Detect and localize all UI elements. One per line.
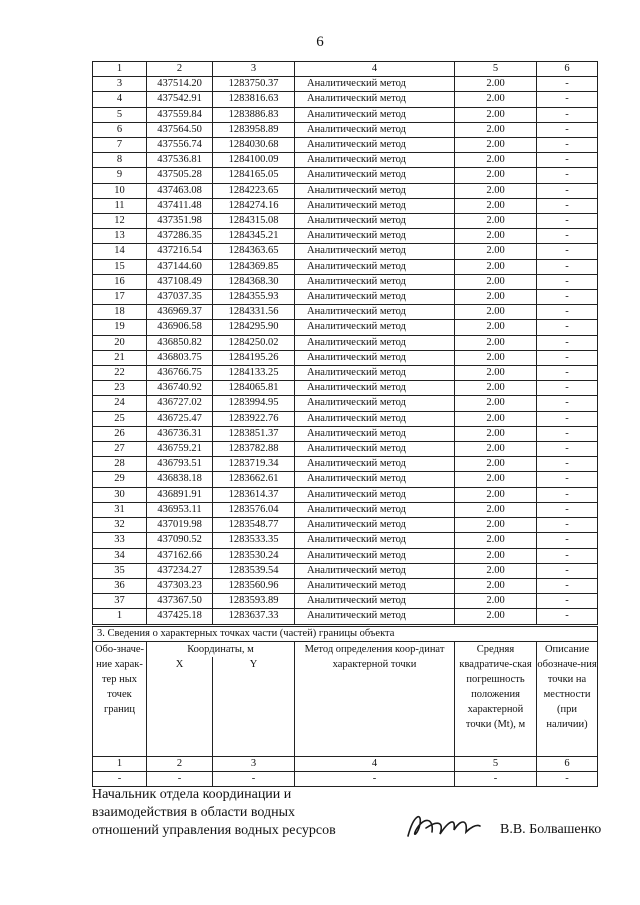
description-cell: - (537, 138, 598, 153)
y-coordinate-cell: 1283851.37 (213, 426, 295, 441)
method-cell: Аналитический метод (295, 290, 455, 305)
point-number-cell: 9 (93, 168, 147, 183)
method-cell: Аналитический метод (295, 563, 455, 578)
error-cell: 2.00 (455, 107, 537, 122)
x-coordinate-cell: 436725.47 (147, 411, 213, 426)
error-cell: 2.00 (455, 350, 537, 365)
error-cell: 2.00 (455, 457, 537, 472)
description-cell: - (537, 594, 598, 609)
method-cell: Аналитический метод (295, 138, 455, 153)
error-cell: 2.00 (455, 214, 537, 229)
header-cell-4: 4 (295, 62, 455, 77)
error-cell: 2.00 (455, 609, 537, 624)
method-cell: Аналитический метод (295, 426, 455, 441)
point-row (93, 122, 598, 137)
y-coordinate-cell: 1284368.30 (213, 274, 295, 289)
point-row (93, 168, 598, 183)
section3-empty-cell: - (213, 772, 295, 787)
point-row (93, 335, 598, 350)
x-coordinate-cell: 437037.35 (147, 290, 213, 305)
method-cell: Аналитический метод (295, 350, 455, 365)
error-cell: 2.00 (455, 122, 537, 137)
error-cell: 2.00 (455, 548, 537, 563)
method-cell: Аналитический метод (295, 457, 455, 472)
x-coordinate-cell: 437559.84 (147, 107, 213, 122)
x-coordinate-cell: 437090.52 (147, 533, 213, 548)
error-cell: 2.00 (455, 366, 537, 381)
method-cell: Аналитический метод (295, 518, 455, 533)
description-cell: - (537, 366, 598, 381)
error-cell: 2.00 (455, 153, 537, 168)
description-cell: - (537, 578, 598, 593)
error-cell: 2.00 (455, 77, 537, 92)
x-coordinate-cell: 437019.98 (147, 518, 213, 533)
y-coordinate-cell: 1284065.81 (213, 381, 295, 396)
y-coordinate-cell: 1283782.88 (213, 442, 295, 457)
method-cell: Аналитический метод (295, 274, 455, 289)
point-number-cell: 33 (93, 533, 147, 548)
method-cell: Аналитический метод (295, 381, 455, 396)
point-row (93, 259, 598, 274)
method-cell: Аналитический метод (295, 229, 455, 244)
point-number-cell: 25 (93, 411, 147, 426)
point-number-cell: 13 (93, 229, 147, 244)
x-coordinate-cell: 437162.66 (147, 548, 213, 563)
y-coordinate-cell: 1284331.56 (213, 305, 295, 320)
method-cell: Аналитический метод (295, 609, 455, 624)
col-x-header: X (147, 657, 213, 757)
x-coordinate-cell: 436759.21 (147, 442, 213, 457)
y-coordinate-cell: 1283539.54 (213, 563, 295, 578)
point-number-cell: 32 (93, 518, 147, 533)
description-cell: - (537, 381, 598, 396)
point-number-cell: 18 (93, 305, 147, 320)
point-row (93, 153, 598, 168)
x-coordinate-cell: 437286.35 (147, 229, 213, 244)
error-cell: 2.00 (455, 290, 537, 305)
y-coordinate-cell: 1284165.05 (213, 168, 295, 183)
method-cell: Аналитический метод (295, 548, 455, 563)
signer-name: В.В. Болвашенко (500, 822, 602, 837)
error-cell: 2.00 (455, 563, 537, 578)
y-coordinate-cell: 1283922.76 (213, 411, 295, 426)
x-coordinate-cell: 437542.91 (147, 92, 213, 107)
points-table-body (93, 77, 598, 624)
x-coordinate-cell: 437144.60 (147, 259, 213, 274)
point-row (93, 487, 598, 502)
y-coordinate-cell: 1283614.37 (213, 487, 295, 502)
error-cell: 2.00 (455, 381, 537, 396)
error-cell: 2.00 (455, 411, 537, 426)
y-coordinate-cell: 1283548.77 (213, 518, 295, 533)
description-cell: - (537, 563, 598, 578)
header-cell-1: 1 (93, 62, 147, 77)
section3-number-cell: 2 (147, 757, 213, 772)
section3-table (92, 626, 598, 787)
point-row (93, 305, 598, 320)
method-cell: Аналитический метод (295, 77, 455, 92)
point-number-cell: 31 (93, 502, 147, 517)
col-error-header: Средняя квадратиче-ская погрешность положения характерной точки (Mt), м (455, 642, 537, 757)
point-row (93, 457, 598, 472)
point-row (93, 320, 598, 335)
point-number-cell: 30 (93, 487, 147, 502)
x-coordinate-cell: 437425.18 (147, 609, 213, 624)
x-coordinate-cell: 437556.74 (147, 138, 213, 153)
error-cell: 2.00 (455, 396, 537, 411)
error-cell: 2.00 (455, 183, 537, 198)
description-cell: - (537, 153, 598, 168)
point-number-cell: 10 (93, 183, 147, 198)
description-cell: - (537, 122, 598, 137)
description-cell: - (537, 335, 598, 350)
point-number-cell: 5 (93, 107, 147, 122)
error-cell: 2.00 (455, 198, 537, 213)
x-coordinate-cell: 437505.28 (147, 168, 213, 183)
y-coordinate-cell: 1284295.90 (213, 320, 295, 335)
error-cell: 2.00 (455, 578, 537, 593)
description-cell: - (537, 411, 598, 426)
signature-block (92, 786, 336, 840)
method-cell: Аналитический метод (295, 92, 455, 107)
description-cell: - (537, 457, 598, 472)
method-cell: Аналитический метод (295, 335, 455, 350)
description-cell: - (537, 305, 598, 320)
x-coordinate-cell: 437463.08 (147, 183, 213, 198)
y-coordinate-cell: 1283886.83 (213, 107, 295, 122)
section3-empty-cell: - (147, 772, 213, 787)
point-row (93, 609, 598, 624)
section3-number-cell: 3 (213, 757, 295, 772)
point-row (93, 274, 598, 289)
error-cell: 2.00 (455, 518, 537, 533)
point-row (93, 578, 598, 593)
point-number-cell: 8 (93, 153, 147, 168)
method-cell: Аналитический метод (295, 366, 455, 381)
description-cell: - (537, 168, 598, 183)
description-cell: - (537, 229, 598, 244)
point-number-cell: 11 (93, 198, 147, 213)
col-y-header: Y (213, 657, 295, 757)
point-number-cell: 6 (93, 122, 147, 137)
x-coordinate-cell: 436803.75 (147, 350, 213, 365)
description-cell: - (537, 533, 598, 548)
description-cell: - (537, 107, 598, 122)
y-coordinate-cell: 1283560.96 (213, 578, 295, 593)
description-cell: - (537, 274, 598, 289)
point-number-cell: 14 (93, 244, 147, 259)
error-cell: 2.00 (455, 305, 537, 320)
x-coordinate-cell: 436969.37 (147, 305, 213, 320)
error-cell: 2.00 (455, 168, 537, 183)
y-coordinate-cell: 1283816.63 (213, 92, 295, 107)
point-number-cell: 29 (93, 472, 147, 487)
y-coordinate-cell: 1284195.26 (213, 350, 295, 365)
y-coordinate-cell: 1283576.04 (213, 502, 295, 517)
point-row (93, 214, 598, 229)
description-cell: - (537, 290, 598, 305)
y-coordinate-cell: 1284369.85 (213, 259, 295, 274)
y-coordinate-cell: 1283530.24 (213, 548, 295, 563)
point-number-cell: 7 (93, 138, 147, 153)
point-number-cell: 17 (93, 290, 147, 305)
error-cell: 2.00 (455, 502, 537, 517)
x-coordinate-cell: 437234.27 (147, 563, 213, 578)
point-row (93, 548, 598, 563)
points-table-header-row (93, 62, 598, 77)
point-row (93, 411, 598, 426)
description-cell: - (537, 92, 598, 107)
description-cell: - (537, 183, 598, 198)
y-coordinate-cell: 1284030.68 (213, 138, 295, 153)
point-number-cell: 1 (93, 609, 147, 624)
point-row (93, 366, 598, 381)
point-row (93, 396, 598, 411)
header-cell-3: 3 (213, 62, 295, 77)
y-coordinate-cell: 1284355.93 (213, 290, 295, 305)
description-cell: - (537, 77, 598, 92)
error-cell: 2.00 (455, 259, 537, 274)
col-designation-header: Обо-значе-ние харак-тер ных точек границ (93, 642, 147, 757)
y-coordinate-cell: 1283719.34 (213, 457, 295, 472)
point-number-cell: 19 (93, 320, 147, 335)
error-cell: 2.00 (455, 426, 537, 441)
section3-empty-cell: - (455, 772, 537, 787)
y-coordinate-cell: 1283958.89 (213, 122, 295, 137)
y-coordinate-cell: 1284345.21 (213, 229, 295, 244)
header-cell-5: 5 (455, 62, 537, 77)
section3-number-cell: 6 (537, 757, 598, 772)
method-cell: Аналитический метод (295, 487, 455, 502)
point-number-cell: 21 (93, 350, 147, 365)
x-coordinate-cell: 436740.92 (147, 381, 213, 396)
point-number-cell: 24 (93, 396, 147, 411)
x-coordinate-cell: 436906.58 (147, 320, 213, 335)
point-row (93, 426, 598, 441)
description-cell: - (537, 350, 598, 365)
section3-number-cell: 1 (93, 757, 147, 772)
x-coordinate-cell: 437564.50 (147, 122, 213, 137)
error-cell: 2.00 (455, 335, 537, 350)
description-cell: - (537, 472, 598, 487)
error-cell: 2.00 (455, 229, 537, 244)
y-coordinate-cell: 1283637.33 (213, 609, 295, 624)
y-coordinate-cell: 1284223.65 (213, 183, 295, 198)
x-coordinate-cell: 437108.49 (147, 274, 213, 289)
section3-empty-cell: - (537, 772, 598, 787)
point-row (93, 350, 598, 365)
point-number-cell: 22 (93, 366, 147, 381)
header-cell-6: 6 (537, 62, 598, 77)
point-number-cell: 37 (93, 594, 147, 609)
signer-title-line-3: отношений управления водных ресурсов (92, 823, 336, 838)
y-coordinate-cell: 1283593.89 (213, 594, 295, 609)
col-coordinates-header: Координаты, м (147, 642, 295, 658)
method-cell: Аналитический метод (295, 320, 455, 335)
method-cell: Аналитический метод (295, 244, 455, 259)
error-cell: 2.00 (455, 472, 537, 487)
method-cell: Аналитический метод (295, 122, 455, 137)
point-number-cell: 4 (93, 92, 147, 107)
x-coordinate-cell: 436838.18 (147, 472, 213, 487)
x-coordinate-cell: 437536.81 (147, 153, 213, 168)
method-cell: Аналитический метод (295, 472, 455, 487)
section3-number-row (93, 757, 598, 772)
point-row (93, 107, 598, 122)
method-cell: Аналитический метод (295, 107, 455, 122)
x-coordinate-cell: 436736.31 (147, 426, 213, 441)
x-coordinate-cell: 437351.98 (147, 214, 213, 229)
point-row (93, 472, 598, 487)
y-coordinate-cell: 1284274.16 (213, 198, 295, 213)
point-number-cell: 3 (93, 77, 147, 92)
error-cell: 2.00 (455, 320, 537, 335)
method-cell: Аналитический метод (295, 396, 455, 411)
point-row (93, 183, 598, 198)
x-coordinate-cell: 436850.82 (147, 335, 213, 350)
point-row (93, 77, 598, 92)
y-coordinate-cell: 1284315.08 (213, 214, 295, 229)
x-coordinate-cell: 437514.20 (147, 77, 213, 92)
x-coordinate-cell: 437216.54 (147, 244, 213, 259)
signer-title-line-1: Начальник отдела координации и (92, 787, 292, 802)
description-cell: - (537, 396, 598, 411)
section3-empty-cell: - (295, 772, 455, 787)
point-number-cell: 26 (93, 426, 147, 441)
point-row (93, 502, 598, 517)
x-coordinate-cell: 437411.48 (147, 198, 213, 213)
x-coordinate-cell: 436891.91 (147, 487, 213, 502)
page-number: 6 (316, 34, 324, 50)
description-cell: - (537, 244, 598, 259)
point-row (93, 244, 598, 259)
section3-title: 3. Сведения о характерных точках части (частей) границы объекта (93, 627, 598, 642)
y-coordinate-cell: 1283994.95 (213, 396, 295, 411)
col-method-header: Метод определения коор-динат характерной точки (295, 642, 455, 757)
method-cell: Аналитический метод (295, 153, 455, 168)
y-coordinate-cell: 1284100.09 (213, 153, 295, 168)
error-cell: 2.00 (455, 487, 537, 502)
description-cell: - (537, 502, 598, 517)
section3-empty-cell: - (93, 772, 147, 787)
header-cell-2: 2 (147, 62, 213, 77)
section3-number-cell: 4 (295, 757, 455, 772)
method-cell: Аналитический метод (295, 578, 455, 593)
error-cell: 2.00 (455, 92, 537, 107)
error-cell: 2.00 (455, 274, 537, 289)
point-number-cell: 12 (93, 214, 147, 229)
error-cell: 2.00 (455, 244, 537, 259)
point-number-cell: 36 (93, 578, 147, 593)
error-cell: 2.00 (455, 533, 537, 548)
y-coordinate-cell: 1284250.02 (213, 335, 295, 350)
point-number-cell: 28 (93, 457, 147, 472)
point-row (93, 229, 598, 244)
description-cell: - (537, 214, 598, 229)
x-coordinate-cell: 436766.75 (147, 366, 213, 381)
method-cell: Аналитический метод (295, 305, 455, 320)
point-number-cell: 34 (93, 548, 147, 563)
y-coordinate-cell: 1283662.61 (213, 472, 295, 487)
signer-title-line-2: взаимодействия в области водных (92, 805, 296, 820)
point-row (93, 442, 598, 457)
point-number-cell: 35 (93, 563, 147, 578)
point-row (93, 381, 598, 396)
method-cell: Аналитический метод (295, 411, 455, 426)
point-row (93, 92, 598, 107)
point-number-cell: 20 (93, 335, 147, 350)
point-number-cell: 27 (93, 442, 147, 457)
description-cell: - (537, 487, 598, 502)
method-cell: Аналитический метод (295, 259, 455, 274)
error-cell: 2.00 (455, 138, 537, 153)
point-row (93, 594, 598, 609)
y-coordinate-cell: 1284133.25 (213, 366, 295, 381)
method-cell: Аналитический метод (295, 198, 455, 213)
description-cell: - (537, 198, 598, 213)
x-coordinate-cell: 436793.51 (147, 457, 213, 472)
point-row (93, 290, 598, 305)
description-cell: - (537, 442, 598, 457)
point-number-cell: 15 (93, 259, 147, 274)
x-coordinate-cell: 437367.50 (147, 594, 213, 609)
method-cell: Аналитический метод (295, 502, 455, 517)
description-cell: - (537, 609, 598, 624)
method-cell: Аналитический метод (295, 183, 455, 198)
method-cell: Аналитический метод (295, 594, 455, 609)
handwritten-signature (404, 806, 484, 846)
description-cell: - (537, 320, 598, 335)
description-cell: - (537, 259, 598, 274)
description-cell: - (537, 548, 598, 563)
section3-number-cell: 5 (455, 757, 537, 772)
col-description-header: Описание обозначе-ния точки на местности (при наличии) (537, 642, 598, 757)
point-row (93, 563, 598, 578)
error-cell: 2.00 (455, 594, 537, 609)
point-number-cell: 16 (93, 274, 147, 289)
point-number-cell: 23 (93, 381, 147, 396)
method-cell: Аналитический метод (295, 442, 455, 457)
point-row (93, 518, 598, 533)
y-coordinate-cell: 1284363.65 (213, 244, 295, 259)
point-row (93, 198, 598, 213)
method-cell: Аналитический метод (295, 214, 455, 229)
point-row (93, 138, 598, 153)
error-cell: 2.00 (455, 442, 537, 457)
y-coordinate-cell: 1283533.35 (213, 533, 295, 548)
method-cell: Аналитический метод (295, 533, 455, 548)
points-table (92, 61, 598, 625)
x-coordinate-cell: 437303.23 (147, 578, 213, 593)
method-cell: Аналитический метод (295, 168, 455, 183)
description-cell: - (537, 426, 598, 441)
description-cell: - (537, 518, 598, 533)
x-coordinate-cell: 436953.11 (147, 502, 213, 517)
x-coordinate-cell: 436727.02 (147, 396, 213, 411)
y-coordinate-cell: 1283750.37 (213, 77, 295, 92)
section3-empty-row (93, 772, 598, 787)
point-row (93, 533, 598, 548)
